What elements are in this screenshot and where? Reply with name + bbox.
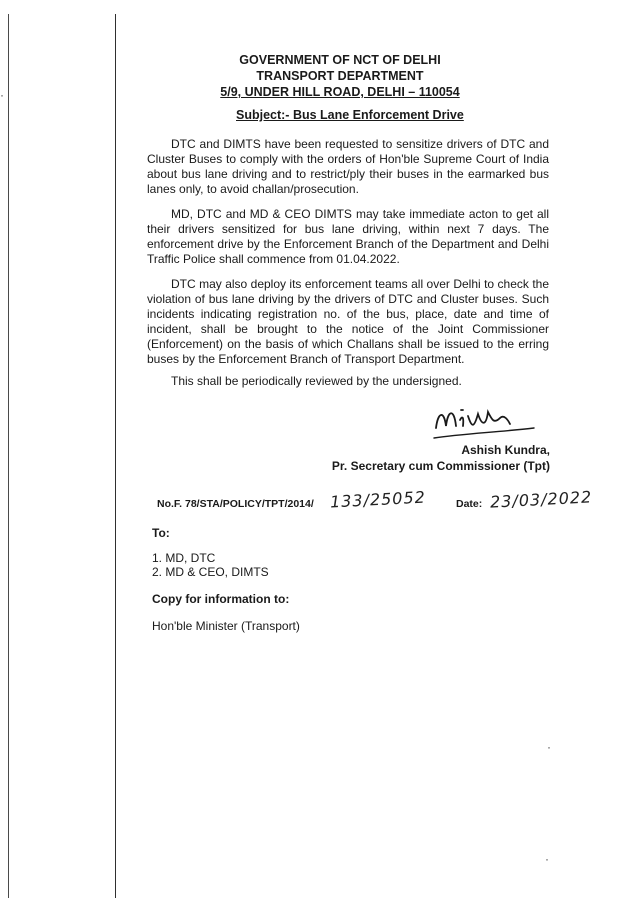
list-item: 1. MD, DTC (152, 551, 216, 565)
paragraph-2: MD, DTC and MD & CEO DIMTS may take immediate acton to get all their drivers sensitized for bus lane driving, within next 7 days. The enforcement drive by the Enforcement Branch of the Department and Delhi Traffic Police shall commence from 01.04.2022. (147, 207, 549, 266)
letterhead-address: 5/9, UNDER HILL ROAD, DELHI – 110054 (220, 85, 460, 99)
list-item: 2. MD & CEO, DIMTS (152, 565, 269, 579)
file-number-handwritten: 133/25052 (329, 487, 427, 512)
to-label: To: (152, 526, 170, 540)
subject-line: Subject:- Bus Lane Enforcement Drive (236, 108, 464, 122)
scan-mark: · (545, 852, 549, 866)
signature-icon (430, 398, 540, 442)
date-handwritten: 23/03/2022 (489, 487, 593, 512)
paragraph-1: DTC and DIMTS have been requested to sensitize drivers of DTC and Cluster Buses to comply with the orders of Hon'ble Supreme Court of India about bus lane driving and to restrict/ply their buses in the earmarked bus lanes only, to avoid challan/prosecution. (147, 137, 549, 196)
file-number-label: No.F. 78/STA/POLICY/TPT/2014/ (157, 498, 314, 510)
paragraph-3: DTC may also deploy its enforcement teams all over Delhi to check the violation of bus lane driving by the drivers of DTC and Cluster buses. Such incidents indicating registration no. of the bus, place, date and time of incident, shall be brought to the notice of the Joint Commissioner (Enforcement) on the basis of which Challans shall be issued to the erring buses by the Enforcement Branch of Transport Department. (147, 277, 549, 366)
date-label: Date: (456, 498, 483, 510)
scan-mark: · (547, 740, 551, 754)
paragraph-4: This shall be periodically reviewed by the undersigned. (171, 374, 462, 388)
margin-rule (115, 14, 116, 898)
letterhead-line-1: GOVERNMENT OF NCT OF DELHI (239, 53, 441, 67)
copy-label: Copy for information to: (152, 592, 290, 606)
letterhead-line-2: TRANSPORT DEPARTMENT (256, 69, 424, 83)
recipient-list (152, 551, 269, 579)
letterhead (140, 52, 540, 100)
signatory-block (330, 442, 550, 474)
signatory-name: Ashish Kundra, (461, 443, 550, 457)
copy-recipient: Hon'ble Minister (Transport) (152, 619, 300, 633)
signatory-designation: Pr. Secretary cum Commissioner (Tpt) (331, 459, 550, 473)
scan-mark: · (0, 88, 4, 102)
